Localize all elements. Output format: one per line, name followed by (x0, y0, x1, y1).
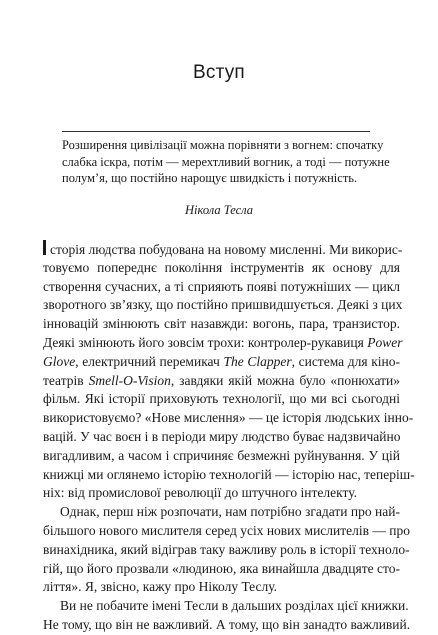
paragraph-line: інновацій змінюють світ назавжди: вогонь, пара, транзистор. (43, 316, 400, 332)
epigraph-line: слабка іскра, потім — мерехтливий вогник, а тоді — потужне (62, 154, 390, 169)
paragraph-line: зворотного зв’язку, що постійно пришвидшується. Деякі з цих (43, 297, 403, 313)
paragraph-line: більшого нового мислителя серед усіх нових мислителів — про (43, 522, 410, 538)
paragraph-line: Не тому, що він не важливий. А тому, що він занадто важливий. (43, 616, 411, 632)
epigraph (62, 131, 390, 187)
drop-cap-bar (43, 240, 46, 255)
paragraph-line: винахідника, який відіграв таку важливу роль в історії техноло- (43, 541, 410, 557)
paragraph-line: Однак, перш ніж розпочати, нам потрібно згадати про най- (60, 504, 400, 520)
paragraph-line: товуємо попереднє покоління інструментів як основу для (43, 259, 400, 275)
paragraph-line: вигадливим, а часом і спричиняє безмежні руйнування. У цій (43, 447, 400, 463)
paragraph-line: створення сучасних, а ті сприяють появі потужніших — цикл (43, 278, 400, 294)
paragraph-line: Деякі змінюють його зовсім трохи: контролер-рукавиця Power (43, 334, 403, 350)
paragraph-line: Ви не побачите імені Тесли в дальших розділах цієї книжки. (60, 598, 409, 614)
paragraph-line: ніх: від промислової революції до штучного інтелекту. (43, 485, 358, 501)
paragraph-line: вацій. У час воєн і в періоди миру людство буває надзвичайно (43, 428, 401, 444)
epigraph-line: Розширення цивілізації можна порівняти з вогнем: спочатку (62, 138, 384, 152)
paragraph-line: книжці ми оглянемо історію технологій — історію нас, теперіш- (43, 466, 415, 482)
paragraph-line: театрів Smell-O-Vision, завдяки якій можна було «понюхати» (43, 372, 400, 388)
epigraph-author: Нікола Тесла (184, 203, 254, 217)
epigraph-line: полум’я, що постійно нарощує швидкість і потужність. (62, 171, 358, 186)
paragraph-line: фільм. Які історії приховують технології, що ми всі сьогодні (43, 391, 400, 407)
paragraph-line: Glove, електричний перемикач The Clapper, система для кіно- (43, 353, 401, 369)
chapter-title: Вступ (193, 62, 245, 83)
paragraph-line: ліття». Я, звісно, кажу про Ніколу Теслу. (43, 579, 278, 595)
paragraph-line: сторія людства побудована на новому мисленні. Ми викорис- (43, 240, 400, 259)
body-text (43, 240, 415, 635)
paragraph-line: використовуємо? «Нове мислення» — це історія людських інно- (43, 410, 414, 426)
paragraph-line: гій, що його прозвали «людиною, яка винайшла двадцяте сто- (43, 560, 400, 576)
